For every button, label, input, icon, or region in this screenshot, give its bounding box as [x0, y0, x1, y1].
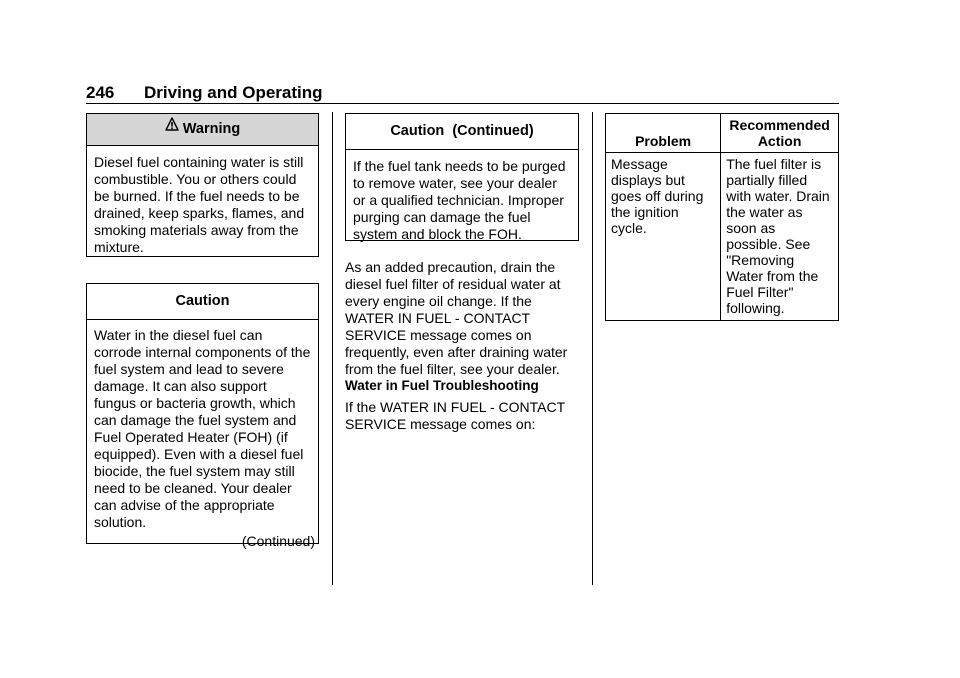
caution-header [87, 284, 318, 320]
caution-continued-title: Caution (Continued) [390, 123, 534, 139]
caution-text: Water in the diesel fuel can corrode internal components of the fuel system and lead to severe damage. It can also support fungus or bacteria growth, which can damage the fuel system and Fuel Operated Heater (FOH) (if equipped). Even with a diesel fuel biocide, the fuel system may still need to be cleaned. Your dealer can advise of the appropriate solution. [94, 327, 311, 530]
troubleshooting-heading: Water in Fuel Troubleshooting [345, 378, 539, 393]
table-row [606, 153, 839, 321]
caution-box [86, 283, 319, 549]
warning-title: Warning [182, 121, 241, 137]
warning-box [86, 113, 319, 257]
column-divider [332, 112, 333, 585]
column-divider [592, 112, 593, 585]
caution-continued-header [346, 114, 578, 150]
warning-text: Diesel fuel containing water is still combustible. You or others could be burned. If the fuel needs to be drained, keep sparks, flames, and smoking materials away from the mixture. [94, 154, 305, 255]
troubleshooting-intro: If the WATER IN FUEL - CONTACT SERVICE message comes on: [345, 399, 565, 432]
table-header-row [606, 114, 839, 153]
page-number: 246 [86, 83, 115, 102]
caution-body [87, 320, 318, 557]
caution-continued-text: If the fuel tank needs to be purged to remove water, see your dealer or a qualified technician. Improper purging can damage the fuel system and block the FOH. [353, 158, 566, 242]
caution-title: Caution [175, 293, 230, 309]
column-header-problem: Problem [606, 114, 721, 153]
warning-header [87, 114, 318, 146]
continued-label: (Continued) [241, 533, 315, 549]
warning-triangle-icon [165, 113, 179, 143]
problem-cell: Message displays but goes off during the ignition cycle. [606, 153, 721, 321]
column-header-action: Recommended Action [721, 114, 839, 153]
troubleshooting-table [605, 113, 839, 321]
action-cell: The fuel filter is partially filled with water. Drain the water as soon as possible. See "Removing Water from the Fuel Filter" following. [721, 153, 839, 321]
section-title: Driving and Operating [144, 83, 323, 102]
precaution-paragraph: As an added precaution, drain the diesel fuel filter of residual water at every engine oil change. If the WATER IN FUEL - CONTACT SERVICE message comes on frequently, even after draining water from the fuel filter, see your dealer. [345, 259, 568, 377]
caution-continued-box [345, 113, 579, 241]
page-header [86, 84, 839, 104]
